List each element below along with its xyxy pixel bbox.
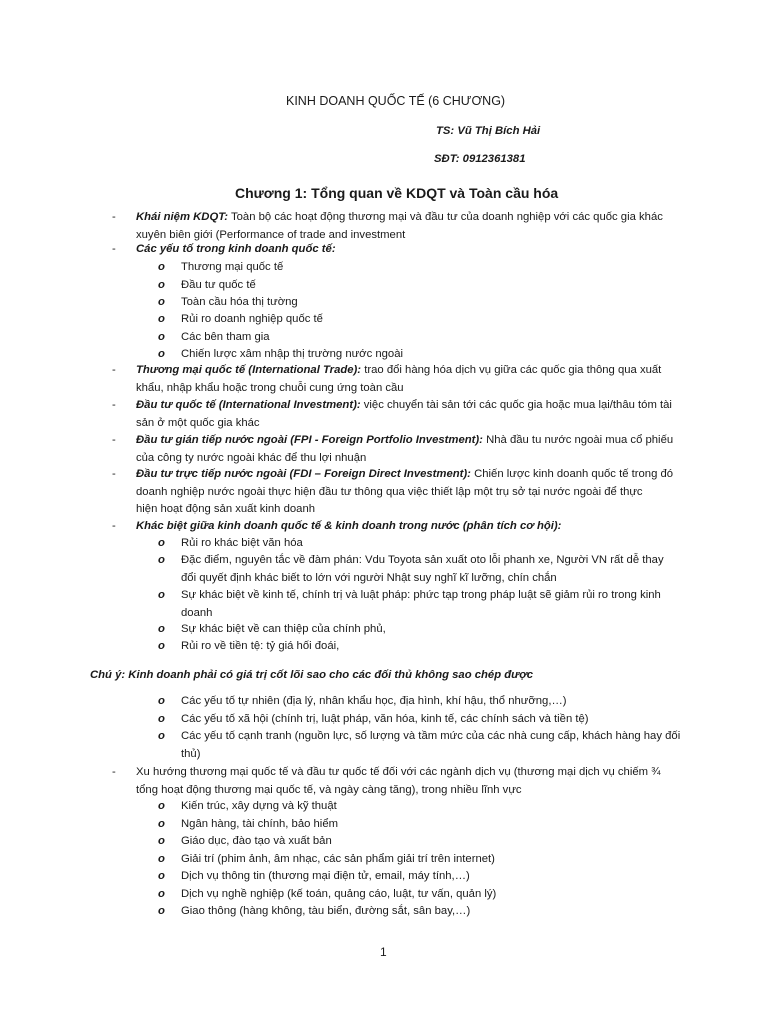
list-item: Kiến trúc, xây dựng và kỹ thuật: [181, 800, 337, 812]
list-item-line: đổi quyết định khác biết to lớn với người Nhật suy nghĩ kĩ lưỡng, chín chắn: [181, 571, 557, 584]
list-item: Các bên tham gia: [181, 331, 270, 343]
list-item: Ngân hàng, tài chính, bảo hiểm: [181, 818, 339, 830]
list-item: [181, 728, 721, 763]
elements-heading: [136, 241, 681, 259]
elements-label: Các yếu tố trong kinh doanh quốc tế:: [136, 243, 336, 255]
dash-bullet: -: [112, 468, 116, 480]
list-item: Các yếu tố xã hội (chính trị, luật pháp, văn hóa, kinh tế, các chính sách và tiền tệ): [181, 713, 589, 725]
document-title: KINH DOANH QUỐC TẾ (6 CHƯƠNG): [286, 94, 506, 108]
list-item: Các yếu tố tự nhiên (địa lý, nhân khẩu học, địa hình, khí hậu, thổ nhưỡng,…): [181, 695, 567, 707]
definition-paragraph: [136, 209, 681, 244]
chapter-title: Chương 1: Tổng quan về KDQT và Toàn cầu hóa: [235, 185, 559, 201]
fpi-label: Đầu tư gián tiếp nước ngoài (FPI - Foreign Portfolio Investment):: [136, 434, 483, 446]
circle-bullet: o: [158, 713, 165, 725]
dash-bullet: -: [112, 520, 116, 532]
list-item-line: Sự khác biệt về kinh tế, chính trị và luật pháp: phức tạp trong pháp luật sẽ giảm rủi ro trong kinh: [181, 589, 661, 601]
definition-text-cont: xuyên biên giới (Performance of trade and investment: [136, 228, 406, 241]
list-item: Sự khác biệt về can thiệp của chính phủ,: [181, 623, 386, 635]
list-item-line: thủ): [181, 747, 201, 760]
definition-label: Khái niệm KDQT:: [136, 211, 229, 223]
dash-bullet: -: [112, 364, 116, 376]
list-item-line: Đặc điểm, nguyên tắc về đàm phán: Vdu Toyota sản xuất oto lỗi phanh xe, Người VN rất dễ thay: [181, 554, 664, 566]
fdi-text-cont: hiện hoạt động sản xuất kinh doanh: [136, 503, 316, 515]
list-item: [181, 587, 721, 622]
differences-heading: [136, 518, 681, 536]
dash-bullet: -: [112, 243, 116, 255]
circle-bullet: o: [158, 835, 165, 847]
list-item: Dịch vụ nghề nghiệp (kế toán, quảng cáo, luật, tư vấn, quản lý): [181, 888, 497, 900]
services-paragraph: [136, 764, 696, 799]
list-item: Rủi ro doanh nghiệp quốc tế: [181, 313, 323, 325]
trade-text-cont: khẩu, nhập khẩu hoặc trong chuỗi cung ứng toàn cầu: [136, 381, 404, 394]
circle-bullet: o: [158, 730, 165, 742]
dash-bullet: -: [112, 211, 116, 223]
services-text-cont: tổng hoạt động thương mại quốc tế, và ngày càng tăng), trong nhiều lĩnh vực: [136, 783, 522, 796]
list-item: Chiến lược xâm nhập thị trường nước ngoài: [181, 348, 403, 360]
dash-bullet: -: [112, 766, 116, 778]
circle-bullet: o: [158, 589, 165, 601]
list-item: [181, 552, 721, 587]
trade-paragraph: [136, 362, 681, 397]
investment-paragraph: [136, 397, 681, 432]
circle-bullet: o: [158, 905, 165, 917]
list-item: Giải trí (phim ảnh, âm nhạc, các sản phẩm giải trí trên internet): [181, 853, 495, 865]
dash-bullet: -: [112, 434, 116, 446]
trade-text: trao đổi hàng hóa dịch vụ giữa các quốc gia thông qua xuất: [361, 364, 662, 376]
circle-bullet: o: [158, 348, 165, 360]
investment-text-cont: sản ở một quốc gia khác: [136, 416, 260, 429]
page-number: 1: [380, 945, 387, 959]
circle-bullet: o: [158, 279, 165, 291]
list-item: Giao thông (hàng không, tàu biển, đường sắt, sân bay,…): [181, 905, 471, 917]
fpi-text-cont: của công ty nước ngoài khác để thu lợi nhuận: [136, 451, 367, 464]
list-item: Đầu tư quốc tế: [181, 279, 256, 291]
dash-bullet: -: [112, 399, 116, 411]
circle-bullet: o: [158, 261, 165, 273]
circle-bullet: o: [158, 640, 165, 652]
circle-bullet: o: [158, 818, 165, 830]
circle-bullet: o: [158, 853, 165, 865]
circle-bullet: o: [158, 623, 165, 635]
fpi-text: Nhà đầu tu nước ngoài mua cổ phiếu: [482, 434, 674, 446]
circle-bullet: o: [158, 296, 165, 308]
circle-bullet: o: [158, 313, 165, 325]
fdi-text: Chiến lược kinh doanh quốc tế trong đó: [470, 468, 674, 480]
fdi-label: Đầu tư trực tiếp nước ngoài (FDI – Foreign Direct Investment):: [136, 468, 471, 480]
trade-label: Thương mại quốc tế (International Trade):: [136, 364, 362, 376]
list-item-line: doanh: [181, 606, 213, 619]
investment-text: việc chuyển tài sản tới các quốc gia hoặc mua lại/thâu tóm tài: [360, 399, 672, 411]
phone-line: SĐT: 0912361381: [434, 153, 526, 165]
circle-bullet: o: [158, 331, 165, 343]
list-item: Giáo dục, đào tạo và xuất bản: [181, 835, 332, 847]
fdi-text-cont: doanh nghiệp nước ngoài thực hiện đầu tư thông qua việc thiết lập một trụ sở tại nước ngoài để thực: [136, 485, 643, 498]
list-item: Toàn cầu hóa thị tường: [181, 296, 298, 308]
fdi-paragraph: [136, 466, 681, 519]
differences-label: Khác biệt giữa kinh doanh quốc tế & kinh doanh trong nước (phân tích cơ hội):: [136, 520, 562, 532]
definition-text: Toàn bộ các hoạt động thương mại và đầu tư của doanh nghiệp với các quốc gia khác: [228, 211, 663, 223]
services-text: Xu hướng thương mại quốc tế và đầu tư quốc tế đối với các ngành dịch vụ (thương mại dịch vụ chiếm ¾: [136, 766, 661, 778]
list-item: Rủi ro về tiền tệ: tỷ giá hối đoái,: [181, 640, 340, 652]
list-item: Thương mại quốc tế: [181, 261, 284, 273]
circle-bullet: o: [158, 537, 165, 549]
investment-label: Đầu tư quốc tế (International Investment):: [136, 399, 361, 411]
list-item: Rủi ro khác biệt văn hóa: [181, 537, 303, 549]
circle-bullet: o: [158, 695, 165, 707]
circle-bullet: o: [158, 800, 165, 812]
circle-bullet: o: [158, 870, 165, 882]
author-line: TS: Vũ Thị Bích Hải: [436, 125, 541, 137]
fpi-paragraph: [136, 432, 681, 467]
list-item: Dịch vụ thông tin (thương mại điện tử, email, máy tính,…): [181, 870, 470, 882]
list-item-line: Các yếu tố cạnh tranh (nguồn lực, số lượng và tầm mức của các nhà cung cấp, khách hàng hay đối: [181, 730, 681, 742]
note-line: Chú ý: Kinh doanh phải có giá trị cốt lõi sao cho các đối thủ không sao chép được: [90, 669, 534, 681]
circle-bullet: o: [158, 888, 165, 900]
circle-bullet: o: [158, 554, 165, 566]
